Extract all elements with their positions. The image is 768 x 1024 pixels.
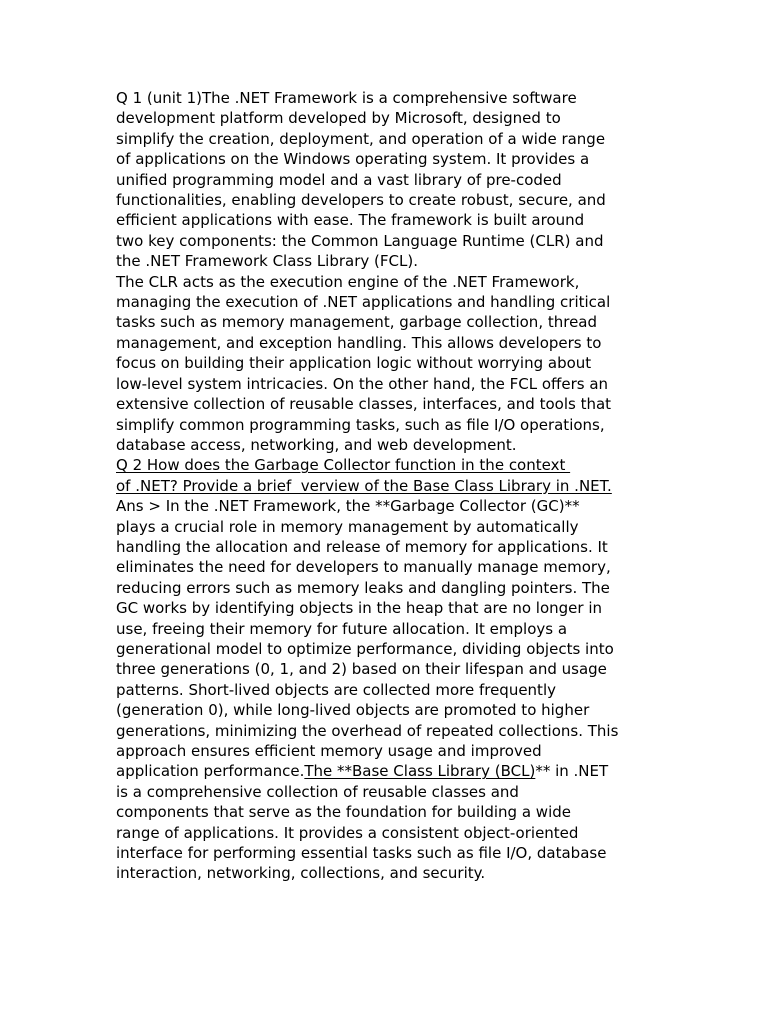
text-line xyxy=(116,782,656,802)
text-segment: database access, networking, and web development. xyxy=(116,435,517,454)
text-line xyxy=(116,639,656,659)
text-line xyxy=(116,108,656,128)
text-segment: tasks such as memory management, garbage collection, thread xyxy=(116,313,598,332)
text-segment: managing the execution of .NET applications and handling critical xyxy=(116,293,611,312)
text-line xyxy=(116,190,656,210)
text-line xyxy=(116,149,656,169)
text-segment: application performance. xyxy=(116,762,305,781)
text-segment: approach ensures efficient memory usage and improved xyxy=(116,742,542,760)
text-line xyxy=(116,659,656,679)
text-line xyxy=(116,680,656,700)
text-segment: simplify the creation, deployment, and operation of a wide range xyxy=(116,129,606,148)
text-line xyxy=(116,231,656,251)
text-line xyxy=(116,517,656,537)
text-line xyxy=(116,312,656,332)
text-segment: (generation 0), while long-lived objects are promoted to higher xyxy=(116,701,590,720)
document-body xyxy=(116,88,656,884)
text-segment: two key components: the Common Language Runtime (CLR) and xyxy=(116,231,604,250)
underlined-text: Q 2 How does the Garbage Collector function in the context xyxy=(116,456,571,475)
text-segment: interface for performing essential tasks such as file I/O, database xyxy=(116,844,607,863)
text-segment: patterns. Short-lived objects are collected more frequently xyxy=(116,680,556,699)
text-line xyxy=(116,333,656,353)
text-line xyxy=(116,741,656,761)
text-segment: components that serve as the foundation for building a wide xyxy=(116,803,571,822)
text-line xyxy=(116,557,656,577)
text-line xyxy=(116,700,656,720)
text-line xyxy=(116,578,656,598)
text-segment: three generations (0, 1, and 2) based on their lifespan and usage xyxy=(116,660,607,679)
text-segment: range of applications. It provides a consistent object-oriented xyxy=(116,823,579,842)
text-segment: plays a crucial role in memory management by automatically xyxy=(116,517,579,536)
text-line xyxy=(116,394,656,414)
text-line xyxy=(116,272,656,292)
text-segment: focus on building their application logic without worrying about xyxy=(116,354,592,373)
text-segment: simplify common programming tasks, such as file I/O operations, xyxy=(116,415,605,434)
text-line xyxy=(116,802,656,822)
text-line xyxy=(116,455,656,475)
underlined-text: of .NET? Provide a brief verview of the Base Class Library in .NET. xyxy=(116,476,612,495)
text-segment: interaction, networking, collections, and security. xyxy=(116,864,486,883)
text-segment: of applications on the Windows operating system. It provides a xyxy=(116,150,590,169)
text-segment: is a comprehensive collection of reusable classes and xyxy=(116,782,519,801)
text-segment: development platform developed by Microsoft, designed to xyxy=(116,109,561,128)
text-segment: low-level system intricacies. On the other hand, the FCL offers an xyxy=(116,374,609,393)
text-line xyxy=(116,415,656,435)
underlined-text: The **Base Class Library (BCL) xyxy=(304,762,536,781)
text-segment: handling the allocation and release of memory for applications. It xyxy=(116,537,608,556)
text-line xyxy=(116,353,656,373)
text-segment: GC works by identifying objects in the heap that are no longer in xyxy=(116,599,603,618)
text-segment: the .NET Framework Class Library (FCL). xyxy=(116,252,418,271)
text-segment: generations, minimizing the overhead of repeated collections. This xyxy=(116,721,619,740)
text-line xyxy=(116,843,656,863)
text-line xyxy=(116,292,656,312)
text-line xyxy=(116,88,656,108)
text-segment: ** in .NET xyxy=(535,762,609,781)
text-line xyxy=(116,374,656,394)
text-segment: reducing errors such as memory leaks and dangling pointers. The xyxy=(116,578,610,597)
text-segment: management, and exception handling. This allows developers to xyxy=(116,333,602,352)
text-segment: use, freeing their memory for future allocation. It employs a xyxy=(116,619,568,638)
text-segment: Ans > In the .NET Framework, the **Garbage Collector (GC)** xyxy=(116,497,580,516)
text-segment: eliminates the need for developers to manually manage memory, xyxy=(116,558,611,577)
text-line xyxy=(116,210,656,230)
text-line xyxy=(116,761,656,781)
text-line xyxy=(116,537,656,557)
text-line xyxy=(116,435,656,455)
text-segment: extensive collection of reusable classes, interfaces, and tools that xyxy=(116,395,612,414)
text-line xyxy=(116,863,656,883)
text-segment: Q 1 (unit 1)The .NET Framework is a comprehensive software xyxy=(116,89,577,107)
text-segment: The CLR acts as the execution engine of the .NET Framework, xyxy=(116,272,580,291)
text-line xyxy=(116,823,656,843)
text-line xyxy=(116,619,656,639)
text-line xyxy=(116,598,656,618)
text-line xyxy=(116,721,656,741)
text-line xyxy=(116,496,656,516)
text-line xyxy=(116,129,656,149)
text-segment: functionalities, enabling developers to create robust, secure, and xyxy=(116,191,606,210)
text-line xyxy=(116,476,656,496)
text-segment: efficient applications with ease. The framework is built around xyxy=(116,211,585,230)
text-line xyxy=(116,170,656,190)
text-segment: generational model to optimize performance, dividing objects into xyxy=(116,639,614,658)
text-line xyxy=(116,251,656,271)
text-segment: unified programming model and a vast library of pre-coded xyxy=(116,170,562,189)
